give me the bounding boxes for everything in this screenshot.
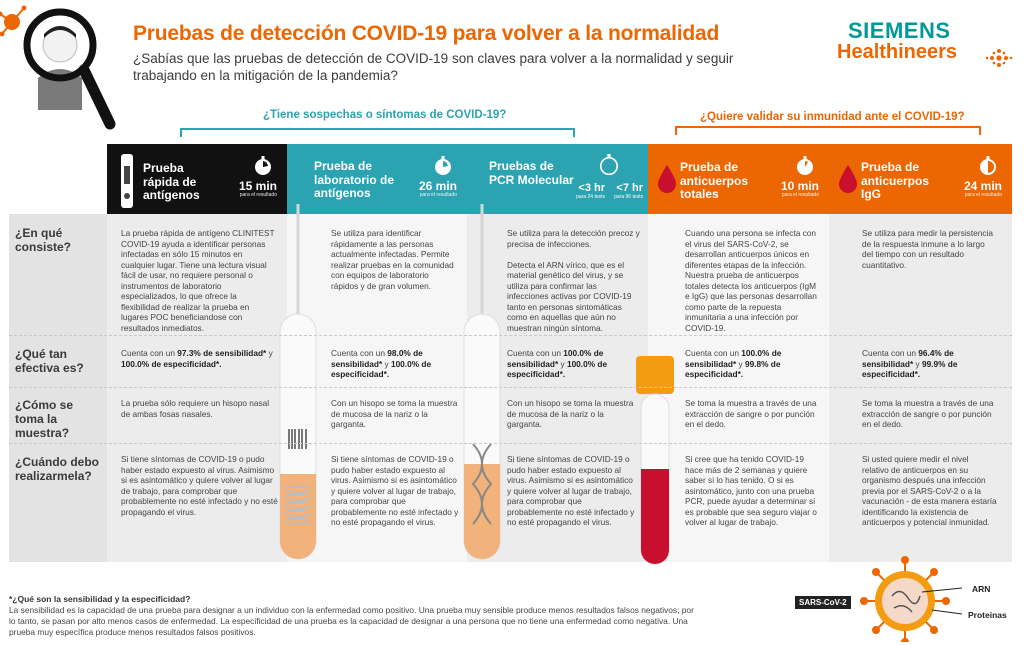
eff-sensitivity: 100.0% de sensibilidad* [507,348,604,369]
eff-specificity: 100.0% de especificidad*. [121,358,222,369]
time-note: para el resultado [964,192,1002,198]
cell-when-4: Si cree que ha tenido COVID-19 hace más de 2 semanas y quiere saber si lo has tenido. O si es asintomático, junto con una prueba PCR, puede ayudar a determinar si es probable que sea seguro viajar o volver al lugar de trabajo. [685,454,817,527]
eff-prefix: Cuenta con un [507,348,564,358]
virus-label-protein: Proteinas [968,610,1007,620]
eff-joiner: y [736,358,745,369]
eff-sensitivity: 100.0% de sensibilidad* [685,348,782,369]
footnote-text: La sensibilidad es la capacidad de una prueba para designar a un individuo con la enfermedad como positivo. Una prueba muy sensible produce menos resultados falsos negativos; por lo tanto, se pasan por alto menos casos de enfermedad. La especificidad de una prueba es la capacidad de designar a una persona que no tiene una enfermedad como negativa. Una prueba muy específica produce menos resultados falsos positivos. [9,605,694,637]
header-rapid-antigen [107,144,287,214]
eff-specificity: 100.0% de especificidad*. [331,358,432,379]
cell-when-5: Si usted quiere medir el nivel relativo de anticuerpos en su organismo después una infección previa por el SARS-CoV-2 o a la vacunación - de esta manera estaría identificando la existencia de anticuerpos y potencial inmunidad. [862,454,997,527]
eff-joiner: y [266,348,273,358]
time-value: <3 hr [578,182,605,194]
blood-drop-icon [656,164,678,194]
logo-brand-top: SIEMENS [848,18,951,43]
time-note: para 96 tests [614,194,643,200]
test-name-4: Prueba de anticuerpos totales [680,160,749,201]
virus-label-rna: ARN [972,584,991,594]
eff-prefix: Cuenta con un [862,348,919,358]
stopwatch-icon [433,156,453,176]
time-note: para el resultado [239,192,277,198]
cell-what-3: Se utiliza para la detección precoz y precisa de infecciones. Detecta el ARN vírico, que es el material genético del virus, y se utiliza para confirmar las infecciones activas por COVID-19 tanto en personas sintomáticas como en aquellas que aún no muestran ningún síntoma. [507,228,640,333]
header-igg-antibodies [829,144,1012,214]
eff-joiner: y [382,358,391,369]
row-divider [9,443,1012,444]
eff-sensitivity: 98.0% de sensibilidad* [331,348,423,369]
question-what: ¿En qué consiste? [15,226,72,254]
cell-effective-4 [685,348,805,380]
time-value: <7 hr [616,182,643,194]
cell-sample-5: Se toma la muestra a través de una extracción de sangre o por punción en el dedo. [862,398,994,429]
bracket-immunity [675,126,981,135]
cell-effective-1 [121,348,277,369]
question-effective: ¿Qué tan efectiva es? [15,347,84,375]
magnifier-person-icon [0,0,125,135]
eff-prefix: Cuenta con un [331,348,388,358]
eff-prefix: Cuenta con un [121,348,178,358]
cell-when-3: Si tiene síntomas de COVID-19 o pudo haber estado expuesto al virus. Asimismo si es asintomático y quiere volver al lugar de trabajo, para comprobar que probablemente no esté infectado y no esté propagando el virus. [507,454,635,527]
group-label-symptoms: ¿Tiene sospechas o síntomas de COVID-19? [263,109,507,121]
header-total-antibodies [648,144,829,214]
stopwatch-icon [598,154,620,176]
stopwatch-icon [253,156,273,176]
eff-specificity: 99.9% de especificidad*. [862,358,958,379]
cell-what-1: La prueba rápida de antígeno CLINITEST COVID-19 ayuda a identificar personas infectadas en sólo 15 minutos en cualquier lugar. Tiene una lectura visual fácil de usar, no requiere personal o instrumentos de laboratorio especializados, lo que ofrece la flexibilidad de realizar la prueba en lugares POC beneficiandose con resultados inmediatos. [121,228,275,333]
cell-what-5: Se utiliza para medir la persistencia de la respuesta inmune a lo largo del tiempo con un resultado cuantitativo. [862,228,993,270]
cell-sample-2: Con un hisopo se toma la muestra de mucosa de la nariz o la garganta. [331,398,458,429]
question-when: ¿Cuándo debo realizarmela? [15,455,99,483]
time-note: para el resultado [419,192,457,198]
cell-effective-3 [507,348,635,380]
blood-tube-illustration [635,354,681,566]
time-value: 24 min [963,179,1002,193]
eff-sensitivity: 97.3% de sensibilidad* [177,348,267,358]
eff-specificity: 99.8% de especificidad*. [685,358,781,379]
cell-when-2: Si tiene síntomas de COVID-19 o pudo haber estado expuesto al virus. Asimismo si es asintomático y quiere volver al lugar de trabajo, para comprobar que probablemente no esté infectado y no esté propagando el virus. [331,454,459,527]
cell-what-4: Cuando una persona se infecta con el virus del SARS-CoV-2, se desarrollan anticuerpos únicos en diferentes etapas de la infección. Nuestra prueba de anticuerpos totales detecta los anticuerpos (IgM e IgG) que las personas desarrollan como parte de la repuesta inmunitaria a una infección por COVID-19. [685,228,817,333]
cell-sample-1: La prueba sólo requiere un hisopo nasal de ambas fosas nasales. [121,398,270,419]
cell-effective-2 [331,348,456,380]
test-time-5 [964,180,1002,198]
pcr-tube-illustration [455,204,509,564]
logo-dots-icon [984,45,1014,71]
stopwatch-icon [795,156,815,176]
cell-what-2: Se utiliza para identificar rápidamente a las personas actualmente infectadas. Permite realizar pruebas en la comunidad con equipos de laboratorio rápidos y de gran volumen. [331,228,454,291]
cell-effective-5 [862,348,987,380]
sars-cov-2-badge: SARS-CoV-2 [795,596,851,609]
footnote-title: *¿Qué son la sensibilidad y la especificidad? [9,594,191,604]
time-note: para 24 tests [576,194,605,200]
time-note: para el resultado [781,192,819,198]
page-subtitle: ¿Sabías que las pruebas de detección de COVID-19 son claves para volver a la normalidad y seguir trabajando en la mitigación de la pandemia? [133,51,734,83]
logo-brand-bottom: Healthineers [837,41,958,63]
eff-joiner: y [558,358,567,369]
test-time-1 [239,180,277,198]
time-value: 26 min [418,179,457,193]
test-name-2: Prueba de laboratorio de antígenos [314,159,395,200]
test-name-1: Prueba rápida de antígenos [143,161,200,202]
test-time-4 [781,180,819,198]
eff-specificity: 100.0% de especificidad*. [507,358,608,379]
test-cassette-icon [115,152,139,210]
cell-sample-3: Con un hisopo se toma la muestra de mucosa de la nariz o la garganta. [507,398,634,429]
test-time-3a [569,182,605,200]
question-column [9,214,107,562]
test-name-5: Prueba de anticuerpos IgG [861,160,930,201]
comparison-table [9,144,1012,562]
siemens-healthineers-logo [832,18,1012,64]
test-name-3: Pruebas de PCR Molecular [489,159,574,187]
time-value: 10 min [780,179,819,193]
group-label-immunity: ¿Quiere validar su inmunidad ante el COVID-19? [700,111,965,123]
page-title: Pruebas de detección COVID-19 para volver a la normalidad [133,22,720,45]
bracket-symptoms [180,128,575,137]
test-time-2 [419,180,457,198]
question-sample: ¿Cómo se toma la muestra? [15,398,74,440]
eff-sensitivity: 96.4% de sensibilidad* [862,348,954,369]
eff-joiner: y [913,358,922,369]
row-divider [9,387,1012,388]
eff-prefix: Cuenta con un [685,348,742,358]
virus-diagram-icon [860,556,965,642]
cell-sample-4: Se toma la muestra a través de una extracción de sangre o por punción en el dedo. [685,398,817,429]
row-divider [9,335,1012,336]
stopwatch-icon [978,156,998,176]
time-value: 15 min [238,179,277,193]
blood-drop-icon [837,164,859,194]
cell-when-1: Si tiene síntomas de COVID-19 o pudo haber estado expuesto al virus. Asimismo si es asintomático y quiere volver al lugar de trabajo, para comprobar que probablemente no esté infectado y no esté propagando el virus. [121,454,278,517]
test-time-3b [607,182,643,200]
